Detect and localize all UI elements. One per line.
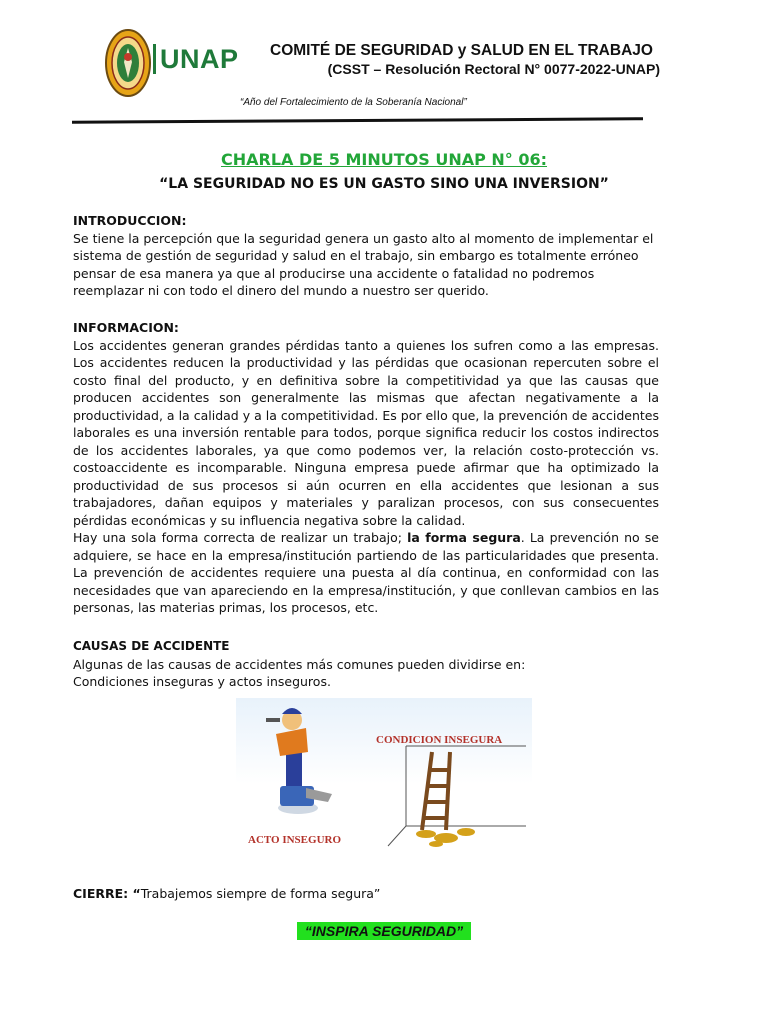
- header-rule: [72, 117, 643, 123]
- info-paragraph-2: [73, 529, 659, 617]
- intro-heading: INTRODUCCION:: [73, 213, 187, 228]
- talk-subtitle: “LA SEGURIDAD NO ES UN GASTO SINO UNA INVERSION”: [159, 176, 609, 192]
- room-corner: [388, 746, 526, 846]
- talk-title: CHARLA DE 5 MINUTOS UNAP N° 06:: [220, 150, 548, 169]
- causes-heading: CAUSAS DE ACCIDENTE: [73, 639, 230, 653]
- logo-text: UNAP: [160, 44, 239, 74]
- info-paragraph-1: Los accidentes generan grandes pérdidas tanto a quienes los sufren como a las empresas. Los accidentes reducen la productividad y las pérdidas que ocasionan repercuten sobre el costo final del producto, y en definitiva sobre la competitividad ya que las causas que producen accidentes son generalmente las mismas que afectan negativamente a la productividad, a la calidad y a la competitividad. Es por ello que, la prevención de accidentes laborales es una inversión rentable para todos, porque significa reducir los costos indirectos de los accidentes laborales, ya que como podemos ver, la relación costo-protección vs. costoaccidente es incomparable. Ninguna empresa puede afirmar que ha optimizado la productividad de sus procesos si aún ocurren en ella accidentes que lesionan a sus trabajadores, dañan equipos y materiales y paralizan procesos, con sus consecuentes pérdidas económicas y su influencia negativa sobre la calidad.: [73, 337, 659, 528]
- logo-divider: [153, 44, 156, 74]
- causes-section: [73, 638, 659, 691]
- info-p2-emphasis: la forma segura: [407, 530, 521, 545]
- unsafe-condition-label: CONDICION INSEGURA: [376, 734, 503, 746]
- info-section: [73, 319, 659, 617]
- causes-line-2: Condiciones inseguras y actos inseguros.: [73, 674, 331, 689]
- organization-name: COMITÉ DE SEGURIDAD y SALUD EN EL TRABAJO: [270, 42, 653, 59]
- unsafe-act-condition-illustration: [236, 698, 532, 854]
- worker-figure: [266, 708, 332, 814]
- spill-figure: [416, 828, 475, 847]
- university-seal-icon: [104, 28, 152, 98]
- intro-section: [73, 212, 659, 300]
- year-motto: “Año del Fortalecimiento de la Soberanía Nacional”: [240, 97, 467, 108]
- info-p2-start: Hay una sola forma correcta de realizar un trabajo;: [73, 530, 408, 545]
- slogan-banner: “INSPIRA SEGURIDAD”: [297, 922, 471, 940]
- closing-label: CIERRE: “: [73, 886, 141, 901]
- closing-line: [73, 886, 380, 901]
- organization-resolution: (CSST – Resolución Rectoral N° 0077-2022-UNAP): [327, 61, 660, 77]
- intro-body: Se tiene la percepción que la seguridad genera un gasto alto al momento de implementar el sistema de gestión de seguridad y salud en el trabajo, sin embargo es totalmente erróneo pensar de esa manera ya que al producirse una accidente o fatalidad no podremos reemplazar ni con todo el dinero del mundo a nuestro ser querido.: [73, 230, 654, 298]
- info-heading: INFORMACION:: [73, 320, 179, 335]
- page-header: [0, 0, 768, 130]
- causes-line-1: Algunas de las causas de accidentes más comunes pueden dividirse en:: [73, 656, 526, 672]
- illustration-drawing: [236, 698, 532, 854]
- closing-text: Trabajemos siempre de forma segura”: [140, 886, 381, 901]
- ladder-figure: [422, 752, 450, 830]
- info-p2-end: . La prevención no se adquiere, se hace en la empresa/institución partiendo de las particularidades que presenta. La prevención de accidentes requiere una puesta al día continua, en conformidad con las necesidades que van apareciendo en la empresa/institución, y que conllevan cambios en las personas, las materias primas, los procesos, etc.: [73, 530, 659, 615]
- unsafe-act-label: ACTO INSEGURO: [248, 834, 342, 846]
